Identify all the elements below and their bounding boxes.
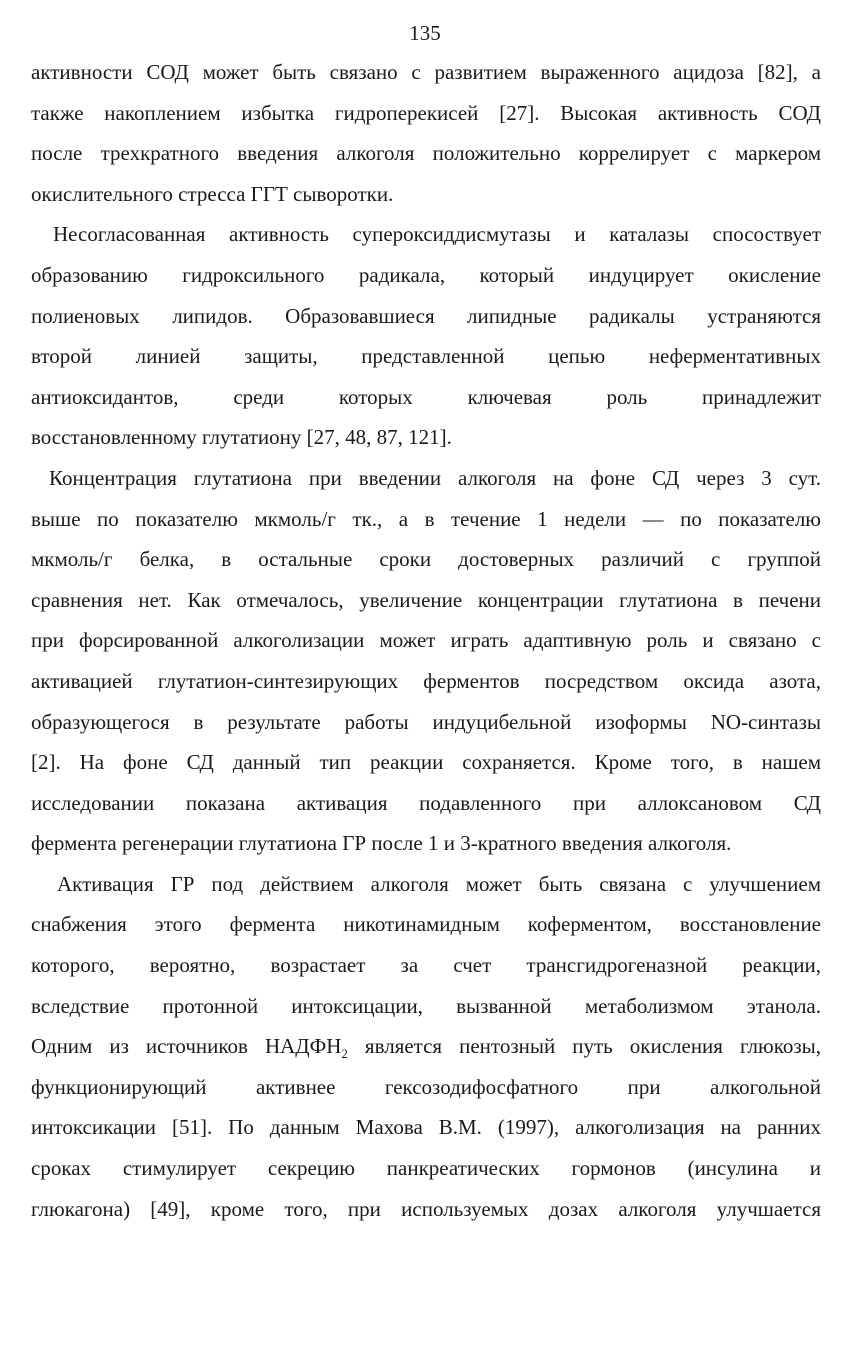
text-line: после трехкратного введения алкоголя положительно коррелирует с маркером [31,141,821,166]
text-line: снабжения этого фермента никотинамидным коферментом, восстановление [31,912,821,937]
text-line: Несогласованная активность супероксиддисмутазы и каталазы спосоствует [53,222,821,247]
page-number: 135 [409,21,441,45]
text-line: восстановленному глутатиону [27, 48, 87, 121]. [31,425,452,450]
text-line: активности СОД может быть связано с развитием выраженного ацидоза [82], а [31,60,821,84]
text-line: мкмоль/г белка, в остальные сроки достоверных различий с группой [31,547,821,572]
text-fragment: Одним из источников НАДФН [31,1034,342,1059]
text-line: фермента регенерации глутатиона ГР после 1 и 3-кратного введения алкоголя. [31,831,732,856]
text-line: выше по показателю мкмоль/г тк., а в течение 1 недели — по показателю [31,506,821,531]
text-line-with-subscript [31,1026,821,1067]
text-line: антиоксидантов, среди которых ключевая роль принадлежит [31,384,821,409]
text-line: также накоплением избытка гидроперекисей [27]. Высокая активность СОД [31,100,821,125]
text-line: исследовании показана активация подавленного при аллоксановом СД [31,790,821,815]
text-line: глюкагона) [49], кроме того, при используемых дозах алкоголя улучшается [31,1196,821,1221]
text-line: [2]. На фоне СД данный тип реакции сохраняется. Кроме того, в нашем [31,750,821,775]
text-line: полиеновых липидов. Образовавшиеся липидные радикалы устраняются [31,303,821,328]
text-line: сроках стимулирует секрецию панкреатических гормонов (инсулина и [31,1156,821,1181]
text-line: функционирующий активнее гексозодифосфатного при алкогольной [31,1074,821,1099]
paragraph-3 [31,458,821,864]
text-line: при форсированной алкоголизации может играть адаптивную роль и связано с [31,628,821,653]
text-line: окислительного стресса ГГТ сыворотки. [31,181,394,206]
text-line: интоксикации [51]. По данным Махова В.М. (1997), алкоголизация на ранних [31,1115,821,1140]
text-line: второй линией защиты, представленной цепью неферментативных [31,344,821,369]
text-line: образованию гидроксильного радикала, который индуцирует окисление [31,262,821,287]
page-body [31,52,821,1229]
paragraph-4 [31,864,821,1229]
text-fragment: является пентозный путь окисления глюкозы, [347,1034,821,1059]
text-line: Активация ГР под действием алкоголя может быть связана с улучшением [57,871,821,896]
text-line: активацией глутатион-синтезирующих ферментов посредством оксида азота, [31,668,821,693]
text-line: которого, вероятно, возрастает за счет трансгидрогеназной реакции, [31,953,821,978]
text-line: образующегося в результате работы индуцибельной изоформы NO-синтазы [31,709,821,734]
paragraph-1 [31,52,821,214]
subscript-text: 2 [341,1046,348,1062]
text-line: Концентрация глутатиона при введении алкоголя на фоне СД через 3 сут. [49,465,821,490]
paragraph-2 [31,214,821,458]
text-line: сравнения нет. Как отмечалось, увеличение концентрации глутатиона в печени [31,587,821,612]
text-line: вследствие протонной интоксицации, вызванной метаболизмом этанола. [31,993,821,1018]
